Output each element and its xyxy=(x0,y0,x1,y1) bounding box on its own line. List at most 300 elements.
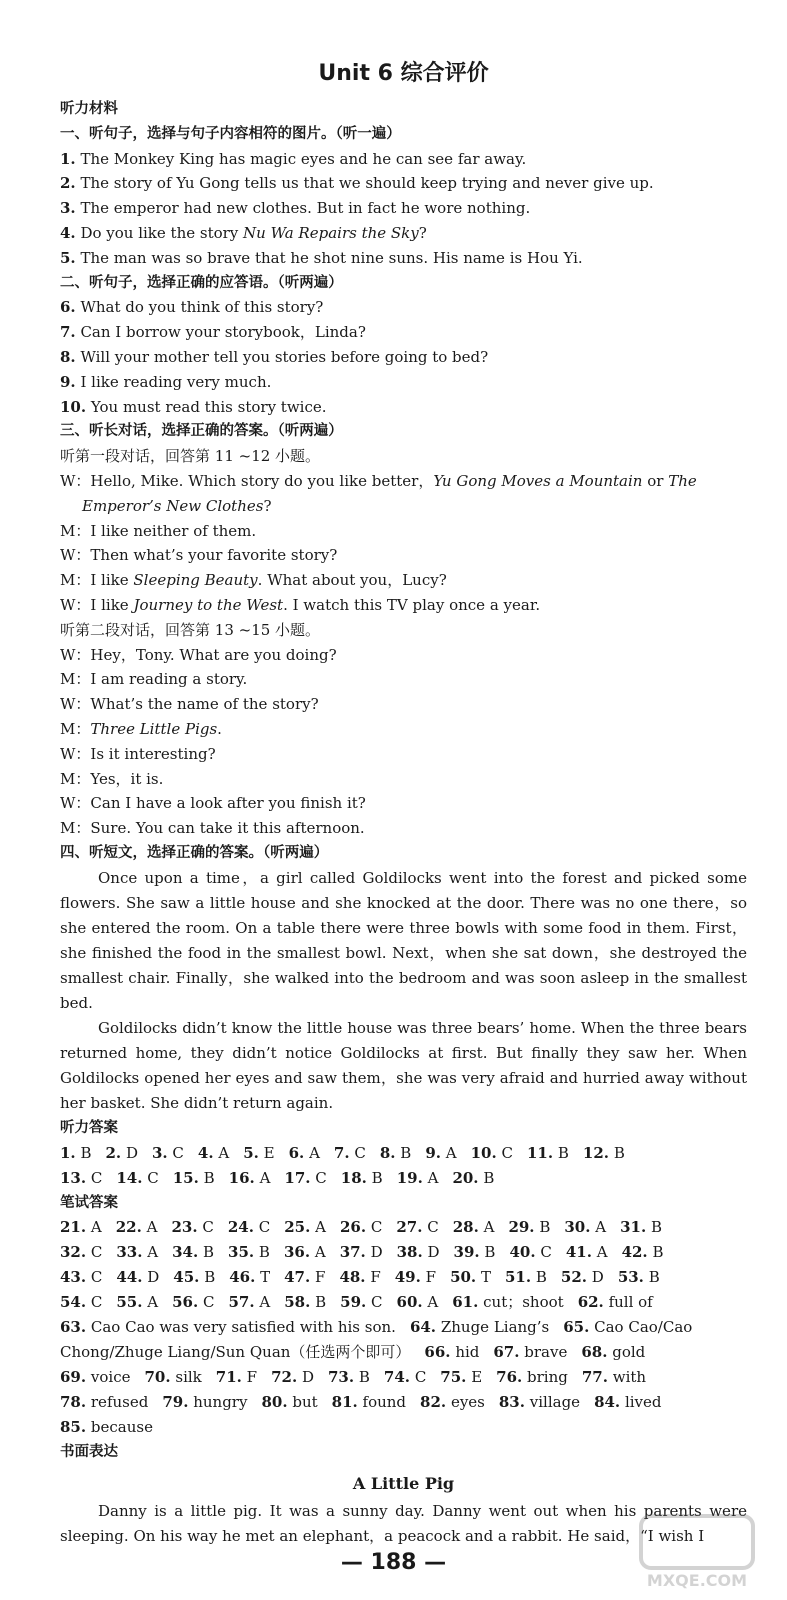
answer-value: B xyxy=(650,1218,663,1237)
answer-number: 66. xyxy=(424,1343,451,1362)
answer-item xyxy=(271,1368,314,1386)
answer-number: 11. xyxy=(527,1143,554,1162)
answer-value: C xyxy=(90,1293,103,1312)
answer-value: B xyxy=(203,1168,215,1187)
answer-item xyxy=(216,1368,257,1386)
answer-value: C xyxy=(354,1143,366,1162)
answer-number: 14. xyxy=(116,1168,143,1187)
answer-item xyxy=(397,1293,439,1311)
answer-item xyxy=(508,1218,550,1236)
answer-value: A xyxy=(596,1243,608,1262)
answer-value: B xyxy=(400,1143,412,1162)
answer-number: 80. xyxy=(261,1393,288,1412)
answer-item xyxy=(116,1169,158,1187)
answer-number: 30. xyxy=(564,1218,591,1237)
answer-number: 34. xyxy=(172,1243,199,1262)
dialogue-2-line-7: W：Can I have a look after you finish it? xyxy=(60,794,366,813)
answer-item xyxy=(471,1144,513,1162)
sentence-7: 7. Can I borrow your storybook，Linda? xyxy=(60,323,366,342)
answer-value: bring xyxy=(527,1368,568,1387)
answer-number: 75. xyxy=(440,1368,467,1387)
answer-item xyxy=(284,1243,326,1261)
dialogue-1-line-5: W：I like Journey to the West. I watch this TV play once a year. xyxy=(60,595,541,614)
answer-item xyxy=(152,1144,184,1162)
sentence-6: 6. What do you think of this story? xyxy=(60,298,324,317)
answer-number: 64. xyxy=(409,1318,437,1337)
answer-number: 54. xyxy=(60,1293,87,1312)
answer-value: C xyxy=(427,1218,439,1237)
answer-number: 20. xyxy=(452,1168,479,1187)
answer-item xyxy=(620,1218,662,1236)
answer-number: 58. xyxy=(284,1293,311,1312)
answer-value: but xyxy=(292,1393,318,1412)
answer-item xyxy=(420,1393,485,1411)
answer-value: B xyxy=(258,1243,270,1262)
page-number: — 188 — xyxy=(340,1550,447,1575)
answer-value: F xyxy=(246,1368,258,1387)
listening-answers-row-2 xyxy=(60,1166,747,1191)
answer-number: 37. xyxy=(339,1243,366,1262)
answer-item xyxy=(397,1169,439,1187)
essay-paragraph-1: Danny is a little pig. It was a sunny day. Danny went out when his parents were sleeping. On his way he met an elephant，a peacock and a rabbit. He said，“I wish I xyxy=(60,1502,747,1546)
answer-value: C xyxy=(315,1168,327,1187)
answer-item xyxy=(341,1169,383,1187)
passage-paragraph-2: Goldilocks didn’t know the little house was three bears’ home. When the three bears returned home, they didn’t notice Goldilocks at first. But finally they saw her. When Goldilocks opened her eyes and saw them，she was very afraid and hurried away without her basket. She didn’t return again. xyxy=(60,1018,747,1112)
answer-number: 15. xyxy=(172,1168,199,1187)
answer-item xyxy=(340,1218,382,1236)
answer-value: A xyxy=(147,1293,159,1312)
answer-item xyxy=(424,1343,479,1361)
answer-number: 24. xyxy=(227,1218,254,1237)
answer-item xyxy=(60,1318,396,1336)
dialogue-1-line-4: M：I like Sleeping Beauty. What about you，Lucy? xyxy=(60,571,447,590)
answer-item xyxy=(396,1218,438,1236)
answer-item xyxy=(229,1268,270,1286)
answer-item xyxy=(493,1343,567,1361)
dialogue-2-line-6: M：Yes，it is. xyxy=(60,769,164,788)
sentence-4: 4. Do you like the story Nu Wa Repairs the Sky? xyxy=(60,223,427,242)
answer-value: cut；shoot xyxy=(483,1293,564,1312)
answer-value: Cao Cao/Cao xyxy=(594,1318,693,1337)
answer-item xyxy=(60,1144,91,1162)
answer-item xyxy=(60,1293,102,1311)
written-answers-row-6 xyxy=(60,1340,747,1365)
answer-number: 42. xyxy=(621,1243,648,1262)
answer-number: 43. xyxy=(60,1268,87,1287)
answer-value: C xyxy=(172,1143,184,1162)
answer-number: 70. xyxy=(144,1368,171,1387)
answer-value: C xyxy=(371,1293,383,1312)
answer-value: C xyxy=(202,1218,214,1237)
answer-value: B xyxy=(80,1143,92,1162)
answer-item xyxy=(228,1218,270,1236)
answer-number: 29. xyxy=(508,1218,535,1237)
answer-value: E xyxy=(471,1368,483,1387)
answer-number: 38. xyxy=(396,1243,423,1262)
answer-value: B xyxy=(539,1218,551,1237)
answer-value: A xyxy=(427,1293,439,1312)
answer-item xyxy=(328,1368,370,1386)
answer-value: A xyxy=(147,1243,159,1262)
written-answers-row-7 xyxy=(60,1365,747,1390)
page-title: Unit 6 综合评价 xyxy=(318,61,489,86)
answer-number: 16. xyxy=(228,1168,255,1187)
answer-value: A xyxy=(483,1218,495,1237)
answer-item xyxy=(340,1293,382,1311)
answer-number: 57. xyxy=(228,1293,255,1312)
answer-value: B xyxy=(204,1268,216,1287)
answer-item xyxy=(173,1169,215,1187)
answer-number: 46. xyxy=(229,1268,256,1287)
answer-item xyxy=(499,1393,580,1411)
answer-item xyxy=(340,1243,383,1261)
answer-number: 22. xyxy=(115,1218,142,1237)
answer-item xyxy=(144,1368,201,1386)
answer-number: 2. xyxy=(105,1143,122,1162)
answer-number: 27. xyxy=(396,1218,423,1237)
answer-item xyxy=(60,1343,410,1361)
answer-value: C xyxy=(203,1293,215,1312)
answer-item xyxy=(284,1293,326,1311)
answer-number: 25. xyxy=(284,1218,311,1237)
answer-item xyxy=(332,1393,406,1411)
answer-number: 8. xyxy=(379,1143,396,1162)
answer-item xyxy=(583,1144,625,1162)
sentence-2: 2. The story of Yu Gong tells us that we should keep trying and never give up. xyxy=(60,174,654,193)
answer-value: A xyxy=(314,1243,326,1262)
answer-number: 59. xyxy=(340,1293,367,1312)
answer-item xyxy=(229,1169,271,1187)
answer-item xyxy=(228,1243,270,1261)
sentence-3: 3. The emperor had new clothes. But in fact he wore nothing. xyxy=(60,199,531,218)
answer-number: 3. xyxy=(151,1143,168,1162)
dialogue-1-line-1-cont: Emperor’s New Clothes? xyxy=(82,496,272,515)
sentence-5: 5. The man was so brave that he shot nine suns. His name is Hou Yi. xyxy=(60,248,583,267)
answer-number: 18. xyxy=(340,1168,367,1187)
answer-value: because xyxy=(90,1418,153,1437)
answer-item xyxy=(452,1293,563,1311)
dialogue-2-line-1: W：Hey，Tony. What are you doing? xyxy=(60,645,337,664)
answer-item xyxy=(454,1243,496,1261)
essay-title: A Little Pig xyxy=(352,1474,455,1494)
answer-item xyxy=(384,1368,426,1386)
written-answers-row-3 xyxy=(60,1265,747,1290)
answer-value: lived xyxy=(624,1393,662,1412)
answer-number: 33. xyxy=(116,1243,143,1262)
answer-item xyxy=(453,1218,495,1236)
answer-item xyxy=(289,1144,320,1162)
answer-number: 63. xyxy=(60,1318,87,1337)
answer-item xyxy=(116,1218,158,1236)
writing-heading: 书面表达 xyxy=(60,1444,118,1461)
answer-number: 40. xyxy=(509,1243,536,1262)
answer-item xyxy=(505,1268,547,1286)
written-answers-heading: 笔试答案 xyxy=(60,1194,118,1211)
answer-item xyxy=(284,1218,326,1236)
answer-value: D xyxy=(147,1268,160,1287)
listening-answers-heading: 听力答案 xyxy=(60,1119,118,1136)
answer-value: B xyxy=(358,1368,370,1387)
answer-number: 76. xyxy=(496,1368,523,1387)
answer-value: E xyxy=(263,1143,275,1162)
answer-number: 81. xyxy=(331,1393,358,1412)
answer-value: hid xyxy=(455,1343,480,1362)
sentence-9: 9. I like reading very much. xyxy=(60,372,272,391)
answer-number: 41. xyxy=(565,1243,592,1262)
answer-number: 44. xyxy=(116,1268,143,1287)
answer-value: T xyxy=(260,1268,271,1287)
answer-value: B xyxy=(535,1268,547,1287)
answer-value: found xyxy=(362,1393,407,1412)
answer-number: 5. xyxy=(243,1143,259,1162)
answer-value: B xyxy=(484,1243,496,1262)
answer-value: eyes xyxy=(450,1393,485,1412)
answer-item xyxy=(60,1368,130,1386)
answer-item xyxy=(243,1144,274,1162)
answer-number: 39. xyxy=(453,1243,480,1262)
answer-value: Chong/Zhuge Liang/Sun Quan（任选两个即可） xyxy=(60,1343,411,1362)
listening-answers xyxy=(60,1141,747,1191)
answer-number: 7. xyxy=(333,1143,350,1162)
answer-value: D xyxy=(427,1243,440,1262)
answer-item xyxy=(425,1144,456,1162)
answer-item xyxy=(334,1144,366,1162)
dialogue-1-intro: 听第一段对话，回答第 11 ~12 小题。 xyxy=(60,447,321,466)
answer-item xyxy=(618,1268,660,1286)
answer-value: F xyxy=(425,1268,437,1287)
answer-item xyxy=(60,1218,102,1236)
answer-item xyxy=(116,1293,158,1311)
dialogue-2-line-8: M：Sure. You can take it this afternoon. xyxy=(60,819,365,838)
dialogue-2-line-3: W：What’s the name of the story? xyxy=(60,695,319,714)
answer-item xyxy=(440,1368,482,1386)
answer-number: 74. xyxy=(383,1368,411,1387)
answer-number: 56. xyxy=(172,1293,199,1312)
answer-item xyxy=(527,1144,569,1162)
dialogue-2-intro: 听第二段对话，回答第 13 ~15 小题。 xyxy=(60,620,321,639)
answer-item xyxy=(116,1268,159,1286)
answer-number: 35. xyxy=(228,1243,255,1262)
answer-number: 10. xyxy=(470,1143,497,1162)
answer-number: 51. xyxy=(504,1268,532,1287)
answer-item xyxy=(578,1293,653,1311)
answer-number: 6. xyxy=(288,1143,305,1162)
answer-value: B xyxy=(371,1168,383,1187)
written-answers-row-5 xyxy=(60,1315,747,1340)
answer-value: D xyxy=(591,1268,604,1287)
answer-value: B xyxy=(483,1168,495,1187)
answer-number: 4. xyxy=(197,1143,214,1162)
answer-value: Cao Cao was very satisfied with his son. xyxy=(90,1318,396,1337)
answer-number: 49. xyxy=(394,1268,421,1287)
answer-value: voice xyxy=(90,1368,131,1387)
answer-value: Zhuge Liang’s xyxy=(440,1318,550,1337)
answer-value: D xyxy=(301,1368,314,1387)
answer-value: C xyxy=(90,1243,103,1262)
answer-value: B xyxy=(652,1243,664,1262)
answer-value: C xyxy=(258,1218,271,1237)
written-answers-row-8 xyxy=(60,1390,747,1415)
answer-number: 82. xyxy=(420,1393,447,1412)
section-2-heading: 二、听句子，选择正确的应答语。（听两遍） xyxy=(60,274,343,291)
answer-item xyxy=(173,1268,215,1286)
answer-number: 77. xyxy=(581,1368,608,1387)
answer-item xyxy=(60,1268,102,1286)
answer-item xyxy=(198,1144,229,1162)
answer-value: silk xyxy=(175,1368,202,1387)
section-1-heading: 一、听句子，选择与句子内容相符的图片。（听一遍） xyxy=(60,125,401,142)
answer-item xyxy=(452,1169,494,1187)
answer-item xyxy=(116,1243,158,1261)
answer-value: full of xyxy=(608,1293,653,1312)
answer-number: 50. xyxy=(450,1268,477,1287)
answer-number: 61. xyxy=(452,1293,479,1312)
answer-item xyxy=(60,1393,148,1411)
answer-item xyxy=(60,1169,102,1187)
answer-number: 19. xyxy=(396,1168,423,1187)
answer-item xyxy=(581,1343,645,1361)
answer-item xyxy=(171,1218,213,1236)
answer-value: F xyxy=(370,1268,381,1287)
answer-value: A xyxy=(259,1293,271,1312)
answer-value: A xyxy=(445,1143,457,1162)
answer-value: hungry xyxy=(193,1393,248,1412)
answer-value: D xyxy=(125,1143,138,1162)
answer-value: brave xyxy=(524,1343,568,1362)
dialogue-1-line-1: W：Hello, Mike. Which story do you like better，Yu Gong Moves a Mountain or The xyxy=(60,471,697,490)
answer-value: A xyxy=(259,1168,271,1187)
answer-item xyxy=(561,1268,604,1286)
answer-item xyxy=(339,1268,380,1286)
answer-value: A xyxy=(146,1218,158,1237)
answer-value: refused xyxy=(90,1393,149,1412)
answer-number: 69. xyxy=(60,1368,87,1387)
answer-item xyxy=(622,1243,664,1261)
answer-value: C xyxy=(540,1243,552,1262)
answer-value: with xyxy=(612,1368,647,1387)
answer-number: 32. xyxy=(60,1243,87,1262)
answer-value: B xyxy=(557,1143,569,1162)
section-3-heading: 三、听长对话，选择正确的答案。（听两遍） xyxy=(60,423,343,440)
passage-paragraph-1: Once upon a time，a girl called Goldilocks went into the forest and picked some flowers. She saw a little house and she knocked at the door. There was no one there，so she entered the room. On a table there were three bowls with some food in them. First，she finished the food in the smallest bowl. Next，when she sat down，she destroyed the smallest chair. Finally，she walked into the bedroom and was soon asleep in the smallest bed. xyxy=(60,868,747,1012)
written-answers-row-4 xyxy=(60,1290,747,1315)
answer-number: 68. xyxy=(581,1343,608,1362)
watermark-logo xyxy=(637,1512,757,1592)
answer-item xyxy=(60,1418,153,1436)
answer-value: gold xyxy=(612,1343,646,1362)
watermark-text: MXQE.COM xyxy=(646,1571,748,1590)
answer-value: B xyxy=(315,1293,327,1312)
answer-value: A xyxy=(90,1218,102,1237)
answer-value: B xyxy=(648,1268,660,1287)
answer-number: 73. xyxy=(328,1368,355,1387)
sentence-10: 10. You must read this story twice. xyxy=(60,397,327,416)
answer-item xyxy=(172,1243,214,1261)
answer-item xyxy=(228,1293,270,1311)
answer-number: 17. xyxy=(284,1168,311,1187)
answer-item xyxy=(284,1169,326,1187)
answer-number: 23. xyxy=(171,1218,198,1237)
answer-item xyxy=(60,1243,102,1261)
answer-number: 31. xyxy=(620,1218,647,1237)
answer-item xyxy=(594,1393,661,1411)
answer-item xyxy=(410,1318,549,1336)
sentence-1: 1. The Monkey King has magic eyes and he can see far away. xyxy=(60,149,527,168)
answer-item xyxy=(563,1318,692,1336)
answer-value: F xyxy=(315,1268,326,1287)
answer-item xyxy=(582,1368,646,1386)
answer-number: 36. xyxy=(283,1243,311,1262)
answer-number: 48. xyxy=(339,1268,366,1287)
answer-item xyxy=(450,1268,491,1286)
answer-number: 85. xyxy=(60,1418,87,1437)
dialogue-1-line-2: M：I like neither of them. xyxy=(60,521,257,540)
answer-item xyxy=(261,1393,317,1411)
answer-number: 55. xyxy=(116,1293,143,1312)
answer-number: 62. xyxy=(577,1293,604,1312)
answer-number: 21. xyxy=(60,1218,87,1237)
answer-value: C xyxy=(147,1168,159,1187)
answer-item xyxy=(284,1268,325,1286)
answer-number: 28. xyxy=(452,1218,479,1237)
answer-number: 26. xyxy=(339,1218,367,1237)
listening-answers-row-1 xyxy=(60,1141,747,1166)
dialogue-2-line-5: W：Is it interesting? xyxy=(60,744,216,763)
written-answers xyxy=(60,1215,747,1440)
dialogue-2-line-4: M：Three Little Pigs. xyxy=(60,719,222,738)
answer-value: C xyxy=(90,1168,103,1187)
answer-value: C xyxy=(90,1268,103,1287)
answer-value: T xyxy=(480,1268,491,1287)
answer-number: 65. xyxy=(563,1318,590,1337)
listening-material-heading: 听力材料 xyxy=(60,101,118,117)
written-answers-row-2 xyxy=(60,1240,747,1265)
answer-number: 47. xyxy=(284,1268,311,1287)
dialogue-1-line-3: W：Then what’s your favorite story? xyxy=(60,546,338,565)
written-answers-row-1 xyxy=(60,1215,747,1240)
answer-number: 53. xyxy=(617,1268,644,1287)
answer-value: C xyxy=(370,1218,383,1237)
answer-item xyxy=(172,1293,214,1311)
answer-number: 60. xyxy=(396,1293,423,1312)
answer-number: 78. xyxy=(60,1393,87,1412)
answer-number: 83. xyxy=(498,1393,525,1412)
answer-value: B xyxy=(613,1143,625,1162)
answer-number: 72. xyxy=(271,1368,298,1387)
answer-number: 1. xyxy=(60,1143,76,1162)
answer-value: village xyxy=(529,1393,581,1412)
answer-item xyxy=(380,1144,411,1162)
answer-item xyxy=(397,1243,440,1261)
answer-number: 84. xyxy=(594,1393,621,1412)
answer-value: C xyxy=(501,1143,513,1162)
answer-value: A xyxy=(218,1143,230,1162)
answer-number: 13. xyxy=(60,1168,87,1187)
answer-value: A xyxy=(309,1143,320,1162)
answer-item xyxy=(162,1393,247,1411)
answer-value: B xyxy=(203,1243,215,1262)
answer-value: C xyxy=(414,1368,427,1387)
answer-value: A xyxy=(315,1218,326,1237)
answer-number: 9. xyxy=(425,1143,441,1162)
answer-item xyxy=(509,1243,551,1261)
answer-item xyxy=(105,1144,137,1162)
answer-item xyxy=(564,1218,606,1236)
answer-item xyxy=(496,1368,568,1386)
sentence-8: 8. Will your mother tell you stories before going to bed? xyxy=(60,347,489,366)
answer-number: 12. xyxy=(582,1143,610,1162)
answer-number: 52. xyxy=(560,1268,587,1287)
